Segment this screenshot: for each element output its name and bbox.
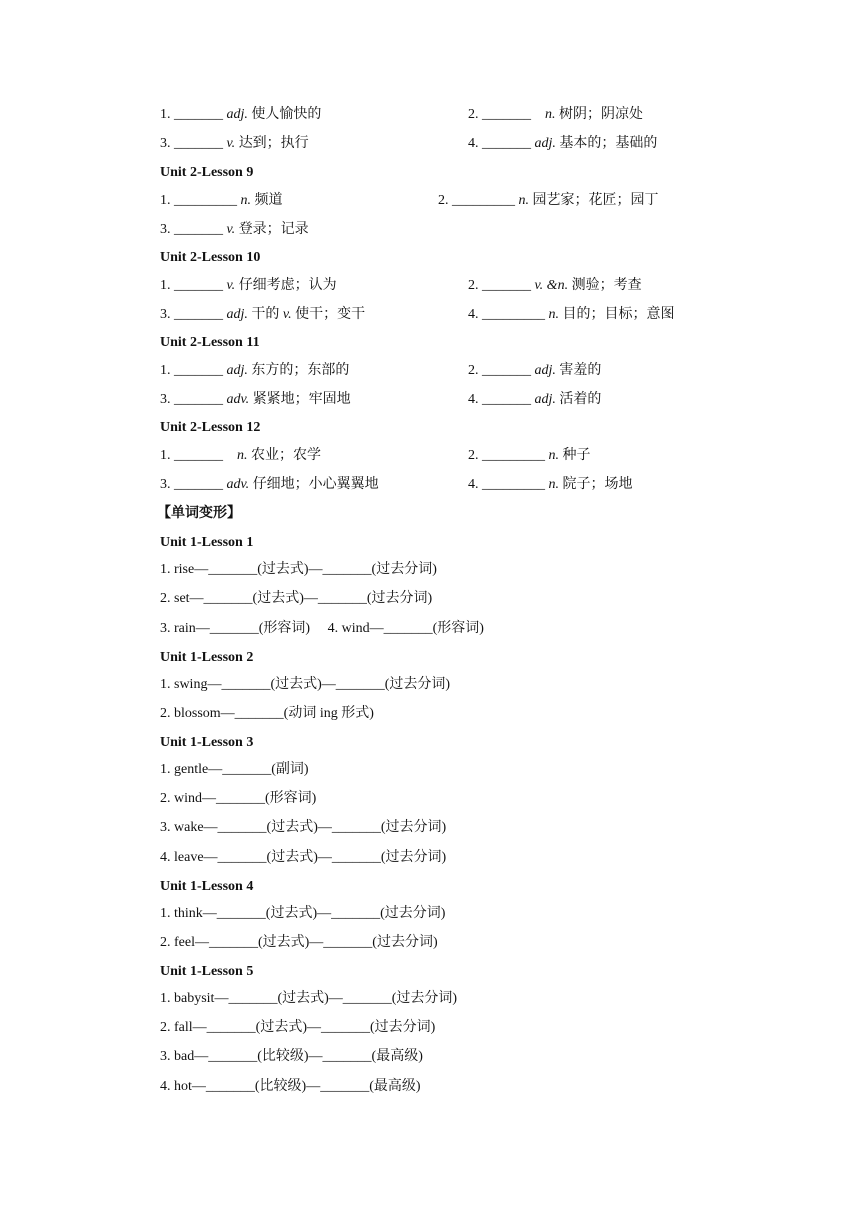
vocab-row xyxy=(160,106,643,124)
vocab-right-col: 2. _________ n. 园艺家；花匠；园丁 xyxy=(438,193,659,208)
vocab-right-col: 2. _______ v. &n. 测验；考查 xyxy=(468,278,642,293)
word-form-item: 4. leave—_______(过去式)—_______(过去分词) xyxy=(160,850,447,865)
word-form-item: 3. rain—_______(形容词) 4. wind—_______(形容词) xyxy=(160,621,484,636)
lesson-heading: Unit 1-Lesson 3 xyxy=(160,735,254,750)
word-form-item: 1. think—_______(过去式)—_______(过去分词) xyxy=(160,906,446,921)
vocab-right-col: 2. _________ n. 种子 xyxy=(468,448,591,463)
lesson-heading: Unit 2-Lesson 9 xyxy=(160,165,254,180)
word-form-item: 2. blossom—_______(动词 ing 形式) xyxy=(160,706,374,721)
vocab-row: 1. _______ v. 仔细考虑；认为 2. _______ v. &n. 测验；考查 xyxy=(160,278,642,293)
part-of-speech: adj. xyxy=(226,107,248,122)
lesson-heading: Unit 1-Lesson 4 xyxy=(160,879,254,894)
word-form-item: 2. set—_______(过去式)—_______(过去分词) xyxy=(160,591,433,606)
lesson-heading: Unit 2-Lesson 11 xyxy=(160,335,260,350)
vocab-row: 3. _______ adj. 干的 v. 使干；变干 4. _________ n. 目的；目标；意图 xyxy=(160,307,675,322)
vocab-row: 3. _______ adv. 仔细地；小心翼翼地 4. _________ n. 院子；场地 xyxy=(160,477,633,492)
lesson-heading: Unit 1-Lesson 1 xyxy=(160,535,254,550)
vocab-row: 1. _________ n. 频道 2. _________ n. 园艺家；花匠；园丁 xyxy=(160,193,659,208)
lesson-heading: Unit 2-Lesson 10 xyxy=(160,250,261,265)
vocab-row: 3. _______ v. 登录；记录 xyxy=(160,222,309,237)
word-form-item: 2. fall—_______(过去式)—_______(过去分词) xyxy=(160,1020,436,1035)
vocab-right-col: 4. _________ n. 目的；目标；意图 xyxy=(468,307,675,322)
vocab-row: 3. _______ adv. 紧紧地；牢固地 4. _______ adj. 活着的 xyxy=(160,392,602,407)
section-title: 【单词变形】 xyxy=(157,506,241,521)
lesson-heading: Unit 1-Lesson 2 xyxy=(160,650,254,665)
word-form-item: 3. wake—_______(过去式)—_______(过去分词) xyxy=(160,820,447,835)
meaning: 使人愉快的 xyxy=(251,107,322,122)
vocab-row: 3. _______ v. 达到；执行 4. _______ adj. 基本的；基础的 xyxy=(160,136,658,151)
word-form-item: 1. swing—_______(过去式)—_______(过去分词) xyxy=(160,677,451,692)
word-form-item: 3. bad—_______(比较级)—_______(最高级) xyxy=(160,1049,423,1064)
word-form-item: 1. babysit—_______(过去式)—_______(过去分词) xyxy=(160,991,458,1006)
lesson-heading: Unit 1-Lesson 5 xyxy=(160,964,254,979)
word-form-item: 2. feel—_______(过去式)—_______(过去分词) xyxy=(160,935,438,950)
word-form-item: 1. gentle—_______(副词) xyxy=(160,762,309,777)
vocab-right-col: 4. _________ n. 院子；场地 xyxy=(468,477,633,492)
word-form-item: 2. wind—_______(形容词) xyxy=(160,791,317,806)
vocab-right-col: 2. _______ n. 树阴；阴凉处 xyxy=(468,107,643,122)
word-form-item: 1. rise—_______(过去式)—_______(过去分词) xyxy=(160,562,437,577)
lesson-heading: Unit 2-Lesson 12 xyxy=(160,420,261,435)
vocab-right-col: 4. _______ adj. 基本的；基础的 xyxy=(468,136,658,151)
blank-number: 1. _______ xyxy=(160,107,223,122)
word-form-item: 4. hot—_______(比较级)—_______(最高级) xyxy=(160,1079,421,1094)
vocab-row: 1. _______ n. 农业；农学 2. _________ n. 种子 xyxy=(160,448,591,463)
vocab-right-col: 4. _______ adj. 活着的 xyxy=(468,392,602,407)
vocab-row: 1. _______ adj. 东方的；东部的 2. _______ adj. 害羞的 xyxy=(160,363,602,378)
vocab-right-col: 2. _______ adj. 害羞的 xyxy=(468,363,602,378)
